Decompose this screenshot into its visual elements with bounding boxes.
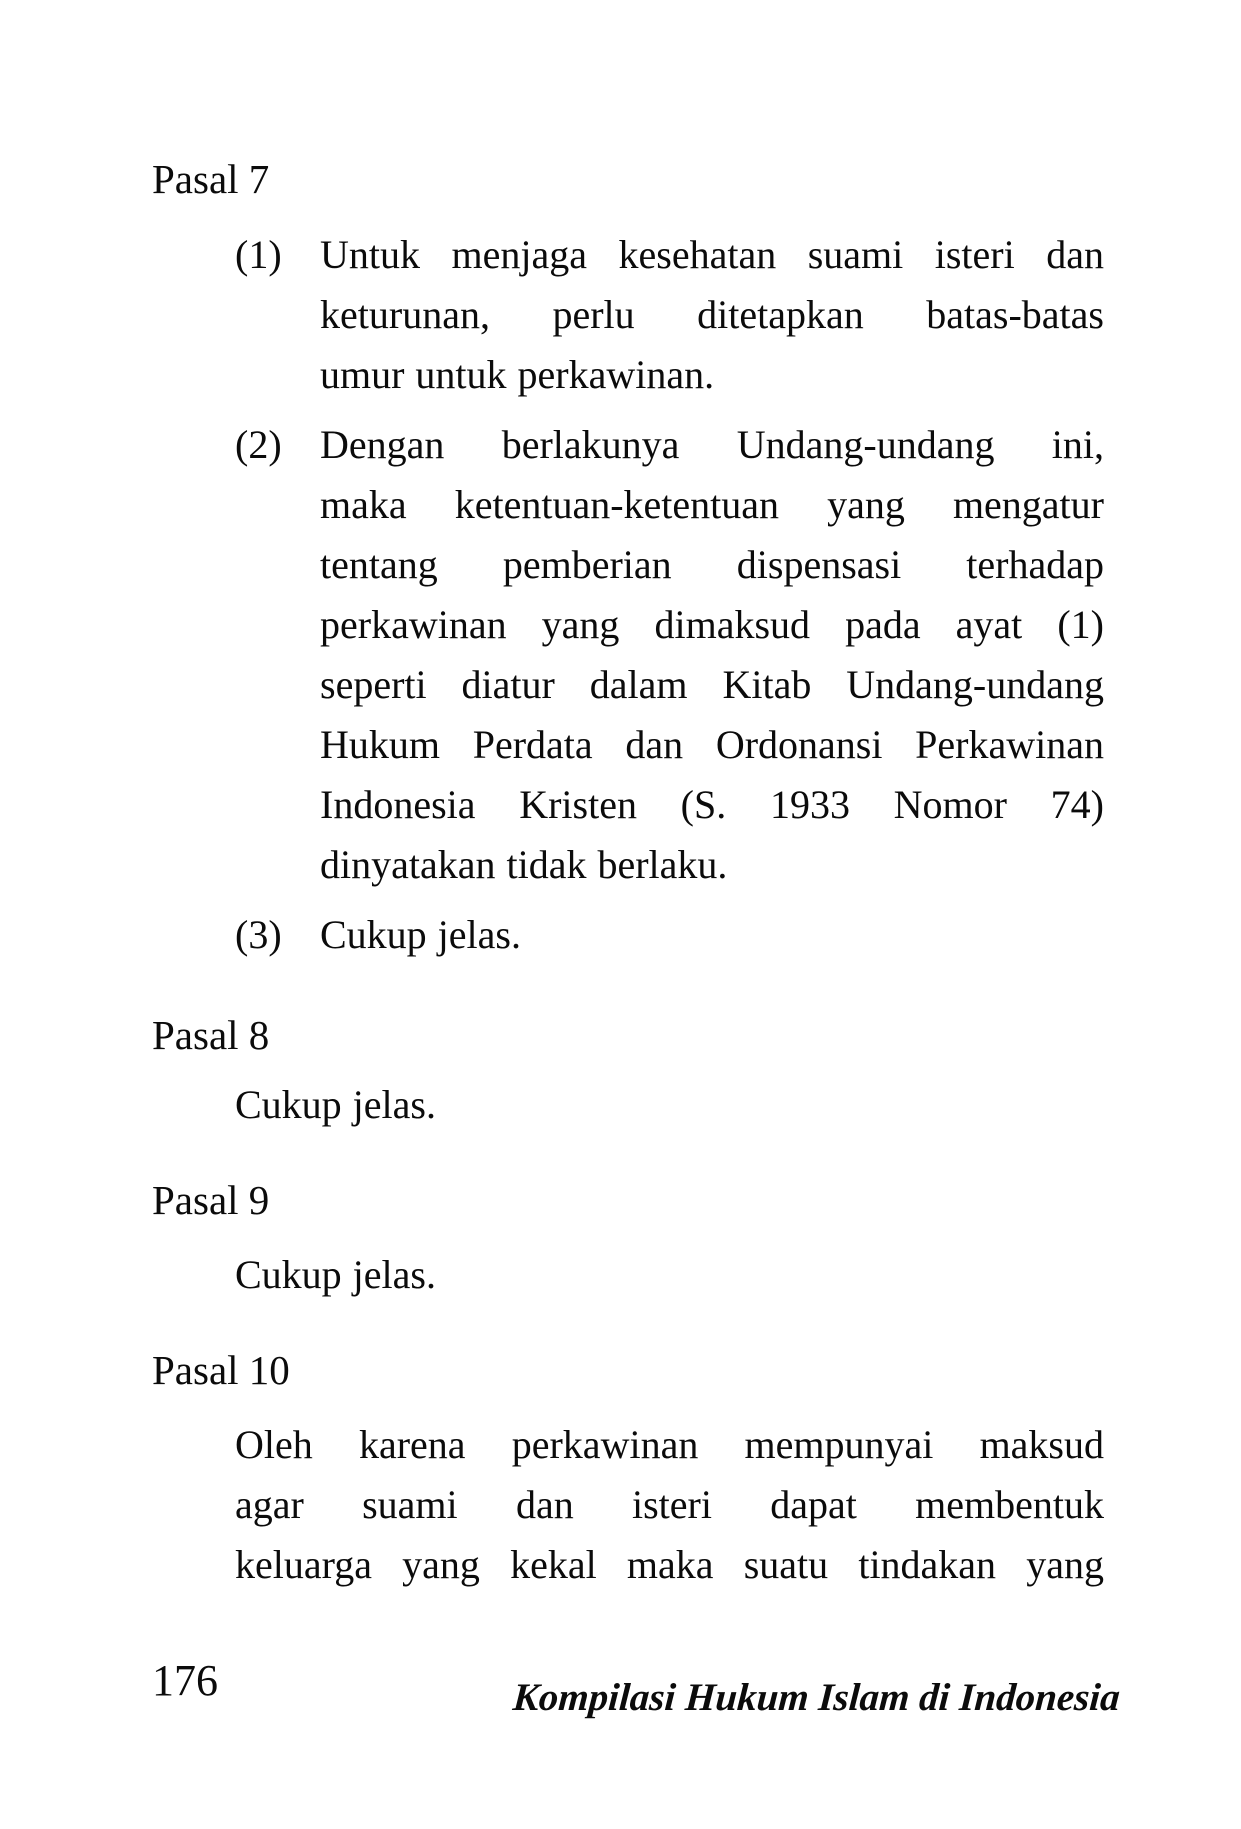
text-line: agar suami dan isteri dapat membentuk <box>235 1482 1104 1527</box>
text-line: Cukup jelas. <box>320 912 521 957</box>
section-heading: Pasal 10 <box>152 1347 290 1393</box>
text-line: umur untuk perkawinan. <box>320 352 715 397</box>
section-pasal-7 <box>152 149 1104 965</box>
section-heading: Pasal 8 <box>152 1012 270 1058</box>
text-line: keturunan, perlu ditetapkan batas-batas <box>320 292 1104 337</box>
text-line: Hukum Perdata dan Ordonansi Perkawinan <box>320 722 1104 767</box>
paragraph <box>235 1245 1104 1305</box>
item-number: (2) <box>235 422 282 467</box>
text-line: Dengan berlakunya Undang-undang ini, <box>320 422 1104 467</box>
list-item <box>235 415 1104 895</box>
text-line: Untuk menjaga kesehatan suami isteri dan <box>320 232 1104 277</box>
running-title: Kompilasi Hukum Islam di Indonesia <box>511 1676 1122 1719</box>
page-number: 176 <box>152 1656 218 1705</box>
text-line: dinyatakan tidak berlaku. <box>320 842 728 887</box>
list-item <box>235 225 1104 405</box>
list-item <box>235 905 1104 965</box>
text-line: maka ketentuan-ketentuan yang mengatur <box>320 482 1104 527</box>
text-line: Indonesia Kristen (S. 1933 Nomor 74) <box>320 782 1104 827</box>
section-heading: Pasal 9 <box>152 1177 270 1223</box>
text-line: Oleh karena perkawinan mempunyai maksud <box>235 1422 1104 1467</box>
paragraph <box>235 1075 1104 1135</box>
text-line: perkawinan yang dimaksud pada ayat (1) <box>320 602 1104 647</box>
section-pasal-9 <box>152 1170 1104 1305</box>
text-line: Cukup jelas. <box>235 1082 436 1127</box>
text-line: Cukup jelas. <box>235 1252 436 1297</box>
item-number: (3) <box>235 912 282 957</box>
item-number: (1) <box>235 232 282 277</box>
section-heading: Pasal 7 <box>152 156 270 202</box>
text-line: seperti diatur dalam Kitab Undang-undang <box>320 662 1104 707</box>
section-pasal-10 <box>152 1340 1104 1595</box>
section-pasal-8 <box>152 1005 1104 1135</box>
paragraph <box>235 1415 1104 1595</box>
text-line: keluarga yang kekal maka suatu tindakan yang <box>235 1542 1104 1587</box>
text-line: tentang pemberian dispensasi terhadap <box>320 542 1104 587</box>
